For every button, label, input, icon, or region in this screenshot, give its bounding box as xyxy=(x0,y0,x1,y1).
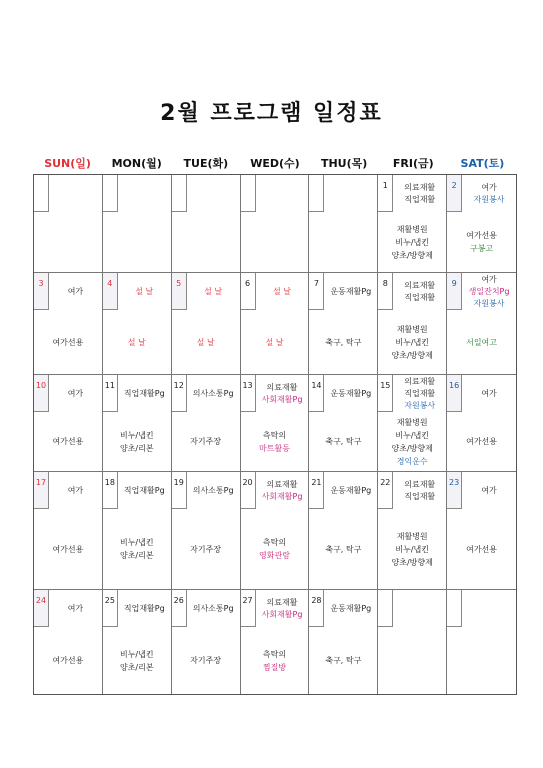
day-number xyxy=(103,175,118,212)
program-detail xyxy=(34,627,102,694)
program-line: 여가 xyxy=(67,485,84,495)
program-top xyxy=(118,590,171,627)
weekday-header xyxy=(33,154,517,174)
program-line: 생일잔치Pg xyxy=(468,286,510,296)
calendar-cell-empty xyxy=(34,175,103,273)
calendar-cell-empty xyxy=(172,175,241,273)
day-number xyxy=(34,175,49,212)
detail-line: 축구, 탁구 xyxy=(325,337,362,347)
program-line: 여가 xyxy=(481,182,497,192)
program-line: 여가 xyxy=(67,603,84,613)
day-number: 11 xyxy=(103,375,118,412)
program-detail xyxy=(447,627,516,694)
program-top xyxy=(324,175,377,212)
calendar-cell-empty xyxy=(447,590,516,694)
program-top xyxy=(49,273,102,310)
program-line: 여가 xyxy=(481,388,497,398)
program-line: 여가 xyxy=(481,485,497,495)
detail-line: 재활병원 xyxy=(396,224,428,234)
program-line: 운동재활Pg xyxy=(330,485,372,495)
calendar-cell xyxy=(34,472,103,590)
detail-line: 양초/방향제 xyxy=(391,250,433,260)
day-number: 20 xyxy=(241,472,256,509)
program-top xyxy=(462,375,516,412)
detail-line: 양초/리본 xyxy=(119,551,154,560)
program-top xyxy=(49,590,102,627)
detail-line: 양초/리본 xyxy=(119,662,154,672)
day-number: 25 xyxy=(103,590,118,627)
program-line: 직업재활 xyxy=(404,388,436,398)
calendar-cell xyxy=(34,273,103,375)
program-detail xyxy=(309,627,377,694)
program-detail xyxy=(172,412,240,471)
detail-line: 자기주장 xyxy=(190,544,222,554)
calendar-cell-empty xyxy=(241,175,310,273)
program-line: 운동재활Pg xyxy=(330,388,372,398)
program-line: 사회재활Pg xyxy=(261,491,303,501)
detail-line: 여가선용 xyxy=(466,437,498,446)
program-top xyxy=(118,472,171,509)
day-number: 6 xyxy=(241,273,256,310)
weekday-label: MON(월) xyxy=(111,157,162,170)
program-top xyxy=(187,472,240,509)
program-line: 직업재활 xyxy=(404,491,436,501)
program-top xyxy=(324,590,377,627)
program-detail xyxy=(309,412,377,471)
program-detail xyxy=(172,212,240,272)
day-number: 28 xyxy=(309,590,324,627)
detail-line: 여가선용 xyxy=(52,337,84,347)
weekday-label: THU(목) xyxy=(320,157,368,170)
calendar-cell xyxy=(309,273,378,375)
program-detail xyxy=(309,212,377,272)
program-detail xyxy=(378,627,446,694)
day-number: 15 xyxy=(378,375,393,412)
program-line: 의사소통Pg xyxy=(192,603,234,613)
program-line: 직업재활 xyxy=(404,292,436,302)
program-top xyxy=(393,590,446,627)
program-top xyxy=(393,273,446,310)
calendar-cell xyxy=(378,472,447,590)
program-line: 직업재활 xyxy=(404,194,436,204)
calendar-cell-empty xyxy=(378,590,447,694)
day-number: 12 xyxy=(172,375,187,412)
detail-line: 축구, 탁구 xyxy=(325,437,362,446)
weekday-label: SAT(토) xyxy=(460,157,505,170)
day-number: 18 xyxy=(103,472,118,509)
program-line: 사회재활Pg xyxy=(261,609,303,619)
calendar-cell xyxy=(309,590,378,694)
calendar-cell xyxy=(103,273,172,375)
program-top xyxy=(187,175,240,212)
program-line: 운동재활Pg xyxy=(330,603,372,613)
program-line: 의료재활 xyxy=(404,376,436,386)
program-detail xyxy=(241,212,309,272)
day-number: 5 xyxy=(172,273,187,310)
weekday-label: TUE(화) xyxy=(183,157,229,170)
program-top xyxy=(187,273,240,310)
day-number: 7 xyxy=(309,273,324,310)
detail-line: 여가선용 xyxy=(52,656,84,665)
program-top xyxy=(256,175,309,212)
program-line: 여가 xyxy=(67,388,84,398)
program-top xyxy=(393,472,446,509)
day-number: 1 xyxy=(378,175,393,212)
day-number: 9 xyxy=(447,273,462,310)
program-line: 여가 xyxy=(481,274,497,284)
detail-line: 여가선용 xyxy=(52,437,84,446)
weekday-label: SUN(일) xyxy=(44,157,91,170)
detail-line: 축구, 탁구 xyxy=(325,656,362,665)
program-line: 여가 xyxy=(67,286,84,296)
calendar-cell xyxy=(241,472,310,590)
day-number: 26 xyxy=(172,590,187,627)
detail-line: 측탁의 xyxy=(262,649,287,659)
day-number xyxy=(378,590,393,627)
calendar-cell xyxy=(378,273,447,375)
program-line: 의료재활 xyxy=(266,479,298,489)
program-detail xyxy=(378,412,446,471)
program-detail xyxy=(447,412,516,471)
day-number xyxy=(172,175,187,212)
program-detail xyxy=(34,509,102,589)
calendar-cell xyxy=(447,175,516,273)
detail-line: 마트활동 xyxy=(259,443,290,453)
day-number: 3 xyxy=(34,273,49,310)
program-detail xyxy=(447,212,516,272)
day-number: 13 xyxy=(241,375,256,412)
detail-line: 재활병원 xyxy=(396,417,428,427)
calendar-cell xyxy=(103,472,172,590)
detail-line: 측탁의 xyxy=(262,538,287,547)
calendar-cell xyxy=(241,273,310,375)
detail-line: 비누/냅킨 xyxy=(395,337,430,347)
program-top xyxy=(256,273,309,310)
program-detail xyxy=(103,412,171,471)
day-number: 23 xyxy=(447,472,462,509)
program-detail xyxy=(34,212,102,272)
detail-line: 비누/냅킨 xyxy=(119,430,154,440)
calendar-cell xyxy=(447,472,516,590)
program-line: 자원봉사 xyxy=(473,298,505,308)
program-top xyxy=(187,590,240,627)
day-number: 4 xyxy=(103,273,118,310)
day-number: 8 xyxy=(378,273,393,310)
day-number xyxy=(447,590,462,627)
calendar-cell xyxy=(103,375,172,472)
program-line: 의료재활 xyxy=(404,182,436,192)
detail-line: 구봉고 xyxy=(469,244,494,253)
weekday-label: WED(수) xyxy=(250,157,300,170)
program-top xyxy=(187,375,240,412)
detail-line: 여가선용 xyxy=(466,544,498,554)
detail-line: 재활병원 xyxy=(396,324,428,334)
program-detail xyxy=(103,509,171,589)
day-number: 22 xyxy=(378,472,393,509)
program-detail xyxy=(378,509,446,589)
program-line: 의료재활 xyxy=(266,597,298,607)
calendar-cell xyxy=(309,472,378,590)
calendar-cell-empty xyxy=(103,175,172,273)
program-top xyxy=(49,175,102,212)
calendar-cell xyxy=(103,590,172,694)
program-top xyxy=(462,590,516,627)
day-number: 14 xyxy=(309,375,324,412)
calendar-cell xyxy=(241,375,310,472)
calendar-cell xyxy=(172,472,241,590)
detail-line: 축구, 탁구 xyxy=(325,544,362,554)
program-detail xyxy=(34,310,102,374)
detail-line: 설 날 xyxy=(127,337,146,347)
detail-line: 설 날 xyxy=(265,337,284,347)
detail-line: 서일여고 xyxy=(466,337,498,347)
detail-line: 자기주장 xyxy=(190,656,222,665)
program-detail xyxy=(309,509,377,589)
program-top xyxy=(256,590,309,627)
program-top xyxy=(324,375,377,412)
program-line: 직업재활Pg xyxy=(123,485,165,495)
program-detail xyxy=(241,412,309,471)
calendar-cell xyxy=(241,590,310,694)
program-line: 의료재활 xyxy=(404,479,436,489)
detail-line: 재활병원 xyxy=(396,531,428,541)
day-number: 16 xyxy=(447,375,462,412)
day-number: 21 xyxy=(309,472,324,509)
detail-line: 양초/방향제 xyxy=(391,557,433,567)
program-line: 의료재활 xyxy=(404,280,436,290)
page-title: 2월 프로그램 일정표 xyxy=(160,101,383,126)
detail-line: 경익운수 xyxy=(396,456,428,466)
detail-line: 여가선용 xyxy=(466,231,498,240)
calendar-cell-empty xyxy=(309,175,378,273)
program-detail xyxy=(447,310,516,374)
program-top xyxy=(462,175,516,212)
detail-line: 영화관람 xyxy=(259,551,290,560)
program-detail xyxy=(103,627,171,694)
calendar-cell xyxy=(378,175,447,273)
detail-line: 양초/방향제 xyxy=(391,443,433,453)
program-line: 자원봉사 xyxy=(404,400,436,410)
program-top xyxy=(118,375,171,412)
detail-line: 비누/냅킨 xyxy=(119,649,154,659)
detail-line: 양초/방향제 xyxy=(391,350,433,360)
calendar-cell xyxy=(378,375,447,472)
program-line: 의료재활 xyxy=(266,382,298,392)
calendar-cell xyxy=(34,590,103,694)
program-detail xyxy=(241,310,309,374)
program-line: 설 날 xyxy=(204,286,223,296)
detail-line: 비누/냅킨 xyxy=(395,544,430,554)
detail-line: 비누/냅킨 xyxy=(395,237,430,247)
program-line: 의사소통Pg xyxy=(192,388,234,398)
calendar-cell xyxy=(172,273,241,375)
program-line: 운동재활Pg xyxy=(330,286,372,296)
program-detail xyxy=(241,509,309,589)
calendar-cell xyxy=(447,375,516,472)
program-top xyxy=(49,375,102,412)
program-top xyxy=(462,472,516,509)
program-detail xyxy=(172,627,240,694)
detail-line: 찜질방 xyxy=(262,662,287,672)
detail-line: 측탁의 xyxy=(262,430,287,440)
program-detail xyxy=(309,310,377,374)
program-top xyxy=(324,273,377,310)
detail-line: 여가선용 xyxy=(52,544,84,554)
detail-line: 비누/냅킨 xyxy=(119,538,154,547)
program-top xyxy=(256,375,309,412)
day-number: 10 xyxy=(34,375,49,412)
weekday-label: FRI(금) xyxy=(392,157,434,170)
detail-line: 비누/냅킨 xyxy=(395,430,430,440)
calendar-cell xyxy=(172,375,241,472)
program-detail xyxy=(447,509,516,589)
program-detail xyxy=(172,509,240,589)
program-line: 의사소통Pg xyxy=(192,485,234,495)
day-number: 2 xyxy=(447,175,462,212)
program-top xyxy=(462,273,516,310)
day-number xyxy=(309,175,324,212)
program-detail xyxy=(103,212,171,272)
program-detail xyxy=(241,627,309,694)
program-line: 사회재활Pg xyxy=(261,394,303,404)
day-number: 19 xyxy=(172,472,187,509)
program-detail xyxy=(34,412,102,471)
calendar-cell xyxy=(34,375,103,472)
day-number: 27 xyxy=(241,590,256,627)
detail-line: 자기주장 xyxy=(190,437,222,446)
program-top xyxy=(393,375,446,412)
calendar-cell xyxy=(172,590,241,694)
program-top xyxy=(118,273,171,310)
program-top xyxy=(256,472,309,509)
program-detail xyxy=(172,310,240,374)
day-number: 17 xyxy=(34,472,49,509)
program-detail xyxy=(378,310,446,374)
program-top xyxy=(324,472,377,509)
calendar-cell xyxy=(309,375,378,472)
day-number xyxy=(241,175,256,212)
detail-line: 설 날 xyxy=(196,337,215,347)
program-top xyxy=(49,472,102,509)
calendar-cell xyxy=(447,273,516,375)
program-top xyxy=(393,175,446,212)
detail-line: 양초/리본 xyxy=(119,443,154,453)
program-detail xyxy=(103,310,171,374)
program-line: 직업재활Pg xyxy=(123,603,165,613)
program-line: 설 날 xyxy=(272,286,291,296)
program-top xyxy=(118,175,171,212)
program-detail xyxy=(378,212,446,272)
day-number: 24 xyxy=(34,590,49,627)
program-line: 자원봉사 xyxy=(473,194,505,204)
calendar-grid xyxy=(33,174,517,695)
program-line: 설 날 xyxy=(135,286,154,296)
program-line: 직업재활Pg xyxy=(123,388,165,398)
